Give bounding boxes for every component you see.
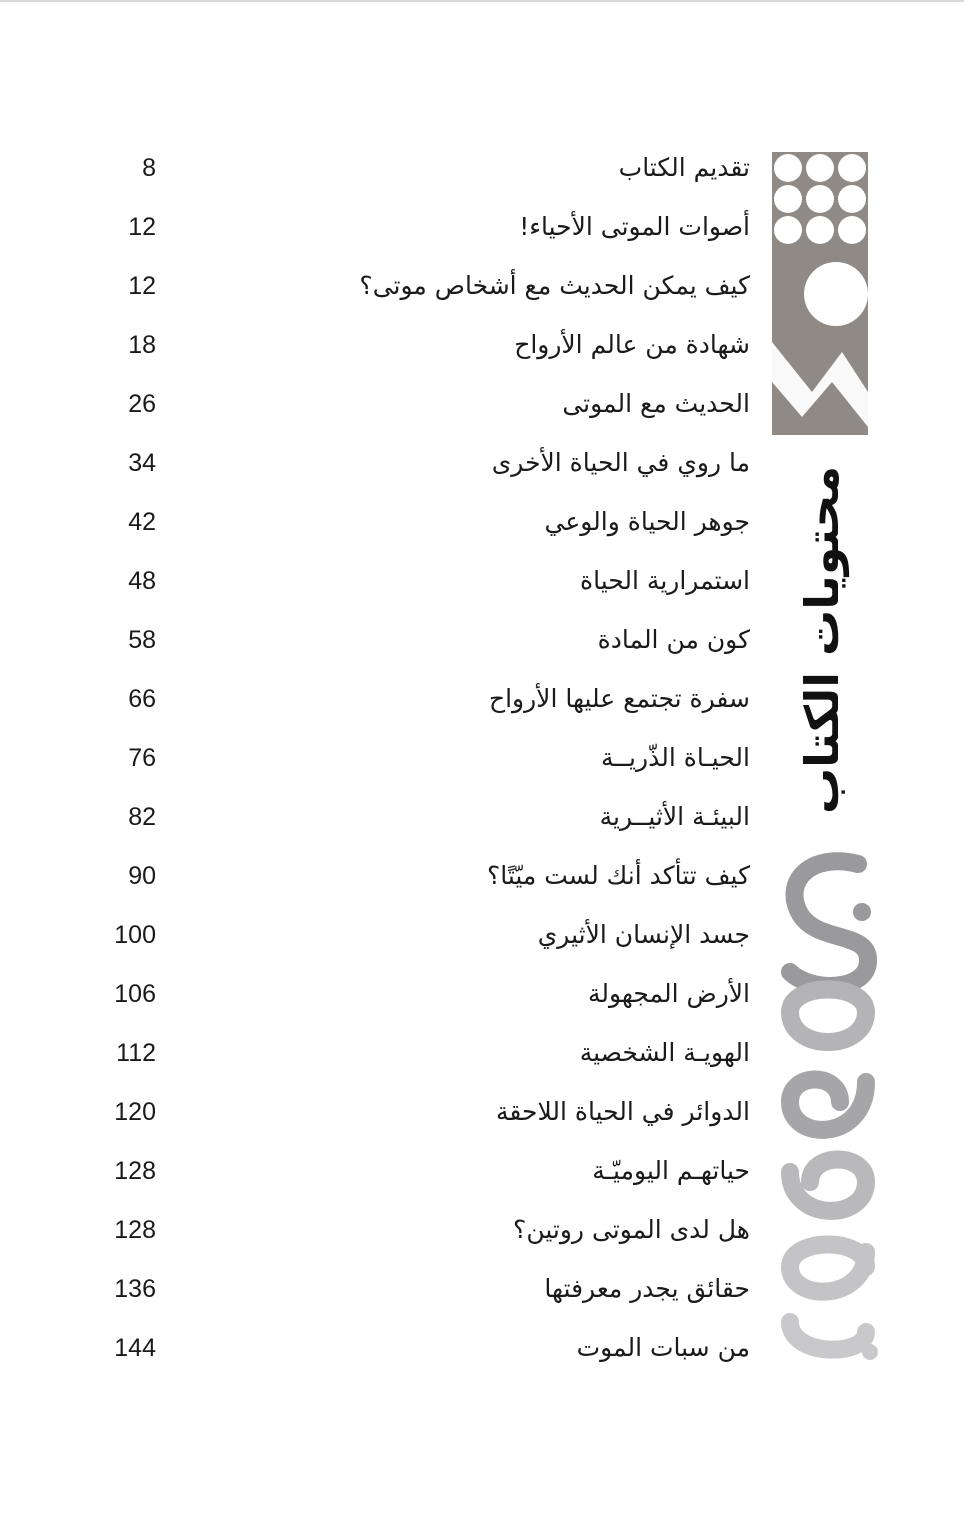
toc-row[interactable] bbox=[90, 1025, 760, 1084]
toc-page: 18 bbox=[128, 331, 156, 359]
toc-title: الحديث مع الموتى bbox=[562, 389, 750, 418]
toc-title: كيف يمكن الحديث مع أشخاص موتى؟ bbox=[359, 271, 750, 300]
toc-title: الهويـة الشخصية bbox=[579, 1038, 750, 1067]
toc-title: البيئـة الأثيــرية bbox=[599, 802, 750, 831]
toc-title: شهادة من عالم الأرواح bbox=[514, 330, 750, 359]
toc-page: 106 bbox=[114, 980, 156, 1008]
toc-page: 34 bbox=[128, 449, 156, 477]
decor-big-circle bbox=[804, 262, 868, 326]
swirl-stroke bbox=[790, 1080, 866, 1130]
toc-page: 12 bbox=[128, 213, 156, 241]
toc-row[interactable] bbox=[90, 1143, 760, 1202]
swirl-stroke bbox=[790, 1245, 866, 1292]
toc-row[interactable] bbox=[90, 730, 760, 789]
decor-dot bbox=[806, 216, 834, 244]
toc-page: 136 bbox=[114, 1275, 156, 1303]
toc-page: 76 bbox=[128, 744, 156, 772]
toc-title: حقائق يجدر معرفتها bbox=[544, 1274, 750, 1303]
toc-row[interactable] bbox=[90, 671, 760, 730]
toc-title: تقديم الكتاب bbox=[618, 153, 750, 182]
toc-title: ما روي في الحياة الأخرى bbox=[491, 448, 750, 477]
toc-page: 48 bbox=[128, 567, 156, 595]
toc-row[interactable] bbox=[90, 494, 760, 553]
toc-row[interactable] bbox=[90, 1320, 760, 1379]
toc-row[interactable] bbox=[90, 1261, 760, 1320]
toc-row[interactable] bbox=[90, 199, 760, 258]
toc-title: حياتهـم اليوميّـة bbox=[592, 1156, 750, 1185]
toc-heading bbox=[768, 450, 876, 830]
swirl-dot bbox=[862, 1344, 878, 1360]
toc-heading-text: محتويات الكتاب bbox=[795, 465, 850, 815]
toc-page: 128 bbox=[114, 1157, 156, 1185]
swirl-dot bbox=[853, 903, 871, 921]
toc-page: 128 bbox=[114, 1216, 156, 1244]
toc-row[interactable] bbox=[90, 435, 760, 494]
toc-page: 144 bbox=[114, 1334, 156, 1362]
toc-row[interactable] bbox=[90, 612, 760, 671]
toc-title: جوهر الحياة والوعي bbox=[544, 507, 750, 536]
swirl-stroke bbox=[790, 990, 866, 1043]
toc-page: 120 bbox=[114, 1098, 156, 1126]
decorative-block bbox=[772, 152, 868, 435]
toc-page: 26 bbox=[128, 390, 156, 418]
decorative-swirl bbox=[770, 852, 880, 1372]
toc-title: جسد الإنسان الأثيري bbox=[537, 920, 750, 949]
decor-dot bbox=[774, 185, 802, 213]
toc-title: الدوائر في الحياة اللاحقة bbox=[495, 1097, 750, 1126]
toc-title: الحيـاة الذّريــة bbox=[601, 743, 750, 772]
toc-page: 90 bbox=[128, 862, 156, 890]
toc-page: 8 bbox=[142, 154, 156, 182]
decor-dot bbox=[806, 185, 834, 213]
toc-page: 112 bbox=[116, 1039, 156, 1067]
toc-row[interactable] bbox=[90, 789, 760, 848]
decor-dot bbox=[774, 216, 802, 244]
toc-page: 66 bbox=[128, 685, 156, 713]
toc-title: كون من المادة bbox=[597, 625, 750, 654]
toc-row[interactable] bbox=[90, 1084, 760, 1143]
toc-row[interactable] bbox=[90, 376, 760, 435]
toc-page: 42 bbox=[128, 508, 156, 536]
decor-dot bbox=[838, 154, 866, 182]
toc-row[interactable] bbox=[90, 140, 760, 199]
swirl-stroke bbox=[790, 1160, 866, 1211]
toc-row[interactable] bbox=[90, 907, 760, 966]
toc-title: سفرة تجتمع عليها الأرواح bbox=[488, 684, 750, 713]
toc-page: 82 bbox=[128, 803, 156, 831]
toc-page: 100 bbox=[114, 921, 156, 949]
toc-title: استمرارية الحياة bbox=[580, 566, 750, 595]
toc-title: الأرض المجهولة bbox=[587, 979, 750, 1008]
toc-row[interactable] bbox=[90, 258, 760, 317]
decor-dot bbox=[838, 185, 866, 213]
toc-row[interactable] bbox=[90, 317, 760, 376]
toc-row[interactable] bbox=[90, 553, 760, 612]
toc-row[interactable] bbox=[90, 848, 760, 907]
swirl-stroke bbox=[790, 861, 868, 986]
toc-page: 12 bbox=[128, 272, 156, 300]
decor-dot bbox=[838, 216, 866, 244]
decor-dot bbox=[774, 154, 802, 182]
toc-row[interactable] bbox=[90, 1202, 760, 1261]
toc-page: 58 bbox=[128, 626, 156, 654]
swirl-stroke bbox=[790, 1322, 866, 1350]
toc-title: هل لدى الموتى روتين؟ bbox=[513, 1215, 750, 1244]
toc-title: أصوات الموتى الأحياء! bbox=[519, 212, 750, 241]
toc-title: كيف تتأكد أنك لست ميّتًا؟ bbox=[486, 861, 750, 890]
toc-row[interactable] bbox=[90, 966, 760, 1025]
toc-title: من سبات الموت bbox=[576, 1333, 750, 1362]
top-border bbox=[0, 0, 964, 2]
decor-dot bbox=[806, 154, 834, 182]
